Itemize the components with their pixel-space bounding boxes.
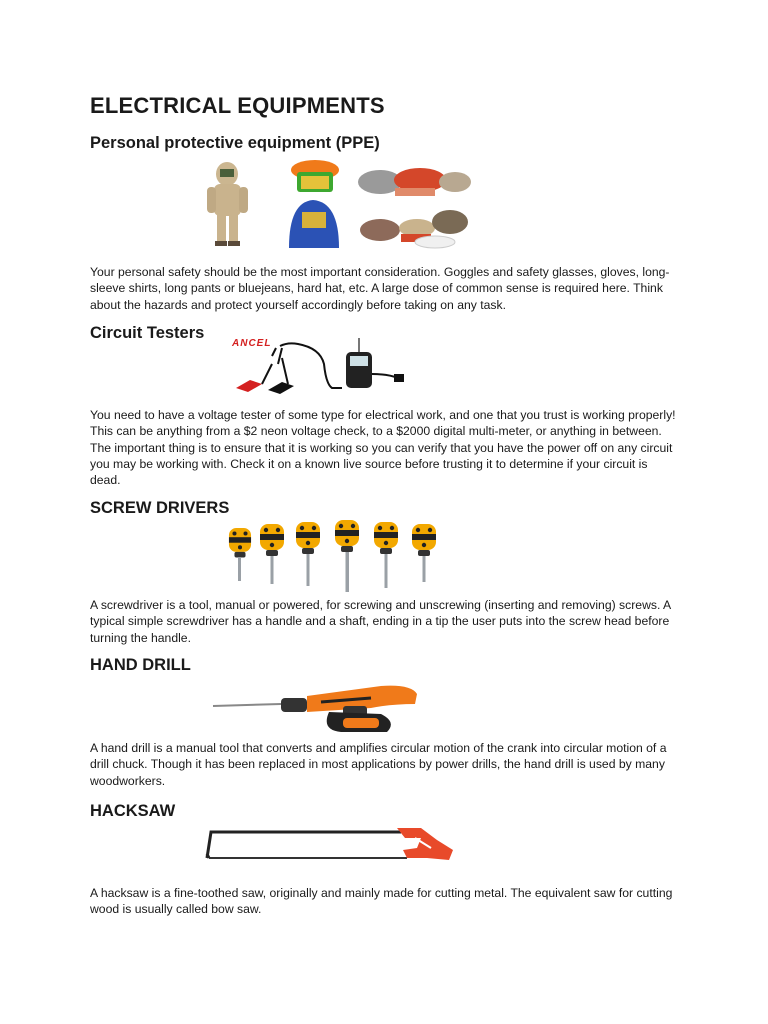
hard-hat-face-shield [291, 160, 339, 192]
circuit-tester-image [228, 334, 410, 398]
section-body-ppe: Your personal safety should be the most important consideration. Goggles and safety glasses, gloves, long-sleeve shirts, long pants or bluejeans, hard hat, etc. A large dose of common sense is required here. Think about the hazards and protect yourself accordingly before taking on any task. [90, 265, 670, 312]
screwdrivers-image [226, 520, 444, 594]
tester-body [346, 338, 404, 388]
ppe-image [205, 160, 477, 252]
screwdriver-3 [296, 522, 320, 586]
arc-flash-suit-figure [207, 162, 248, 246]
section-heading-hand-drill: HAND DRILL [90, 656, 191, 674]
hacksaw-image [201, 824, 457, 866]
page-title: ELECTRICAL EQUIPMENTS [90, 93, 385, 118]
screwdriver-2 [260, 524, 284, 584]
section-heading-hacksaw: HACKSAW [90, 802, 176, 820]
blue-hood [289, 200, 339, 248]
alligator-clip-red [236, 364, 272, 392]
section-body-screwdrivers: A screwdriver is a tool, manual or powered, for screwing and unscrewing (inserting and removing) screws. A typical simple screwdriver has a handle and a shaft, ending in a tip the user puts into the screw head before turning the handle. [90, 598, 671, 645]
section-body-hacksaw: A hacksaw is a fine-toothed saw, originally and mainly made for cutting metal. The equivalent saw for cutting wood is usually called bow saw. [90, 886, 673, 917]
screwdriver-6 [412, 524, 436, 582]
section-heading-screwdrivers: SCREW DRIVERS [90, 499, 230, 517]
screwdriver-1 [229, 528, 251, 581]
alligator-clip-black [268, 358, 294, 394]
ppe-accessories-top [358, 168, 471, 196]
section-heading-ppe: Personal protective equipment (PPE) [90, 134, 380, 152]
screwdriver-4 [335, 520, 359, 592]
ancel-logo: ANCEL [232, 338, 272, 349]
section-heading-circuit-testers: Circuit Testers [90, 324, 205, 342]
hand-drill-image [211, 678, 423, 734]
screwdriver-5 [374, 522, 398, 588]
section-body-hand-drill: A hand drill is a manual tool that converts and amplifies circular motion of the crank into circular motion of a drill chuck. Though it has been replaced in most applications by power drills, the hand drill is used by many woodworkers. [90, 741, 667, 788]
section-body-circuit-testers: You need to have a voltage tester of some type for electrical work, and one that you trust is working properly! This can be anything from a $2 neon voltage check, to a $2000 digital multi-meter, or anything in between. The important thing is to ensure that it is working so you can verify that you have the power off on any circuit you may be working with. Check it on a known live source before trusting it to determine if your circuit is dead. [90, 408, 676, 488]
ppe-accessories-bottom [360, 210, 468, 248]
